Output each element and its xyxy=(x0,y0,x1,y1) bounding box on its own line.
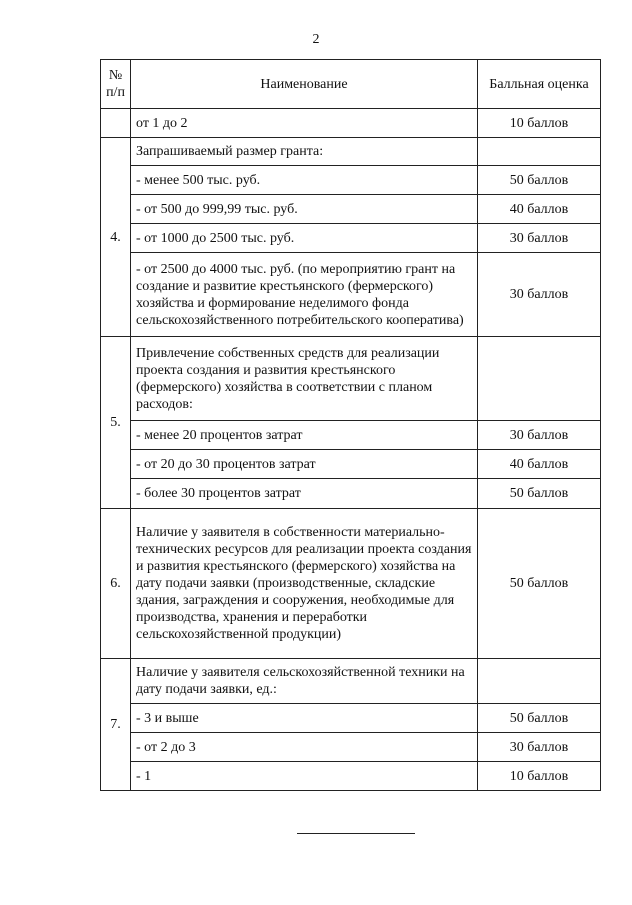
header-score: Балльная оценка xyxy=(478,60,601,109)
table-row xyxy=(101,421,601,450)
table-row xyxy=(101,166,601,195)
row-score-cell: 10 баллов xyxy=(478,762,601,791)
table-row xyxy=(101,762,601,791)
row-name-cell: Запрашиваемый размер гранта: xyxy=(131,138,478,166)
header-name: Наименование xyxy=(131,60,478,109)
row-number-cell: 6. xyxy=(101,509,131,659)
table-row xyxy=(101,704,601,733)
table-row xyxy=(101,253,601,337)
row-score-cell: 40 баллов xyxy=(478,450,601,479)
row-name-cell: - от 2 до 3 xyxy=(131,733,478,762)
row-name-cell: - 3 и выше xyxy=(131,704,478,733)
row-score-cell: 30 баллов xyxy=(478,224,601,253)
row-name-cell: от 1 до 2 xyxy=(131,109,478,138)
row-number-cell: 5. xyxy=(101,337,131,509)
row-name-cell: - менее 20 процентов затрат xyxy=(131,421,478,450)
table-row xyxy=(101,733,601,762)
table-row xyxy=(101,195,601,224)
header-number: № п/п xyxy=(101,60,131,109)
scoring-table xyxy=(100,59,601,791)
row-score-cell xyxy=(478,138,601,166)
row-score-cell: 50 баллов xyxy=(478,704,601,733)
row-name-cell: - от 20 до 30 процентов затрат xyxy=(131,450,478,479)
table-row xyxy=(101,450,601,479)
table-row xyxy=(101,224,601,253)
row-score-cell: 50 баллов xyxy=(478,166,601,195)
row-name-cell: - от 1000 до 2500 тыс. руб. xyxy=(131,224,478,253)
row-number-cell xyxy=(101,109,131,138)
table-row xyxy=(101,659,601,704)
row-name-cell: - от 2500 до 4000 тыс. руб. (по мероприятию грант на создание и развитие крестьянского (фермерского) хозяйства и формирование неделимого фонда сельскохозяйственного потребительского кооператива) xyxy=(131,253,478,337)
row-name-cell: Наличие у заявителя в собственности материально-технических ресурсов для реализации проекта создания и развития крестьянского (фермерского) хозяйства на дату подачи заявки (производственные, складские здания, заграждения и сооружения, необходимые для производства, хранения и переработки сельскохозяйственной продукции) xyxy=(131,509,478,659)
row-number-cell: 7. xyxy=(101,659,131,791)
row-score-cell: 30 баллов xyxy=(478,253,601,337)
row-score-cell xyxy=(478,659,601,704)
row-name-cell: Привлечение собственных средств для реализации проекта создания и развития крестьянского (фермерского) хозяйства в соответствии с планом расходов: xyxy=(131,337,478,421)
table-row xyxy=(101,509,601,659)
row-name-cell: - 1 xyxy=(131,762,478,791)
row-name-cell: - более 30 процентов затрат xyxy=(131,479,478,509)
row-score-cell: 40 баллов xyxy=(478,195,601,224)
row-name-cell: - менее 500 тыс. руб. xyxy=(131,166,478,195)
page-number: 2 xyxy=(312,32,320,47)
table-row xyxy=(101,138,601,166)
table-row xyxy=(101,337,601,421)
row-score-cell: 30 баллов xyxy=(478,421,601,450)
table-header-row xyxy=(101,60,601,109)
table-row xyxy=(101,109,601,138)
row-score-cell: 50 баллов xyxy=(478,479,601,509)
table-row xyxy=(101,479,601,509)
row-score-cell: 50 баллов xyxy=(478,509,601,659)
row-score-cell: 30 баллов xyxy=(478,733,601,762)
row-name-cell: - от 500 до 999,99 тыс. руб. xyxy=(131,195,478,224)
row-score-cell: 10 баллов xyxy=(478,109,601,138)
row-score-cell xyxy=(478,337,601,421)
footer-rule xyxy=(297,833,415,834)
row-name-cell: Наличие у заявителя сельскохозяйственной техники на дату подачи заявки, ед.: xyxy=(131,659,478,704)
row-number-cell: 4. xyxy=(101,138,131,337)
